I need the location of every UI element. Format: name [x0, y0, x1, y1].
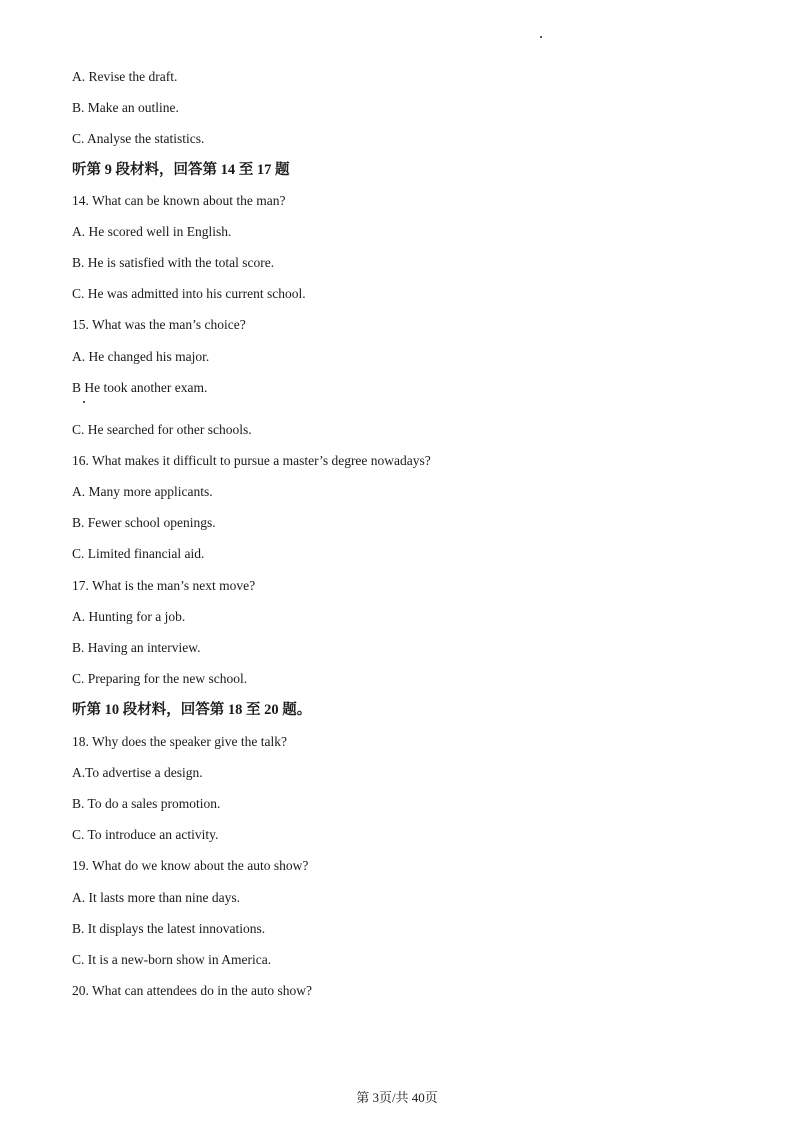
option-14c: C. He was admitted into his current school. — [72, 286, 306, 301]
option-18a: A.To advertise a design. — [72, 765, 203, 780]
option-14a: A. He scored well in English. — [72, 224, 232, 239]
page-footer: 第 3页/共 40页 — [356, 1090, 438, 1105]
question-14: 14. What can be known about the man? — [72, 193, 286, 208]
question-16: 16. What makes it difficult to pursue a master’s degree nowadays? — [72, 453, 431, 468]
option-13c: C. Analyse the statistics. — [72, 131, 205, 146]
option-18c: C. To introduce an activity. — [72, 827, 219, 842]
option-13b: B. Make an outline. — [72, 100, 179, 115]
option-19b: B. It displays the latest innovations. — [72, 921, 266, 936]
option-17a: A. Hunting for a job. — [72, 609, 186, 624]
option-15a: A. He changed his major. — [72, 349, 210, 364]
section-heading-9: 听第 9 段材料，回答第 14 至 17 题 — [72, 162, 290, 178]
option-19c: C. It is a new-born show in America. — [72, 952, 272, 967]
option-16c: C. Limited financial aid. — [72, 546, 205, 561]
question-18: 18. Why does the speaker give the talk? — [72, 734, 287, 749]
question-17: 17. What is the man’s next move? — [72, 578, 256, 593]
option-15b: B He took another exam. — [72, 380, 208, 395]
option-18b: B. To do a sales promotion. — [72, 796, 221, 811]
question-19: 19. What do we know about the auto show? — [72, 858, 309, 873]
option-17c: C. Preparing for the new school. — [72, 671, 248, 686]
option-16a: A. Many more applicants. — [72, 484, 213, 499]
option-15c: C. He searched for other schools. — [72, 422, 252, 437]
question-15: 15. What was the man’s choice? — [72, 317, 246, 332]
option-16b: B. Fewer school openings. — [72, 515, 216, 530]
option-19a: A. It lasts more than nine days. — [72, 890, 240, 905]
section-heading-10: 听第 10 段材料，回答第 18 至 20 题。 — [72, 702, 312, 718]
option-17b: B. Having an interview. — [72, 640, 201, 655]
option-13a: A. Revise the draft. — [72, 69, 178, 84]
question-20: 20. What can attendees do in the auto show? — [72, 983, 313, 998]
scan-speck — [83, 401, 85, 403]
option-14b: B. He is satisfied with the total score. — [72, 255, 275, 270]
scan-speck — [540, 36, 542, 38]
